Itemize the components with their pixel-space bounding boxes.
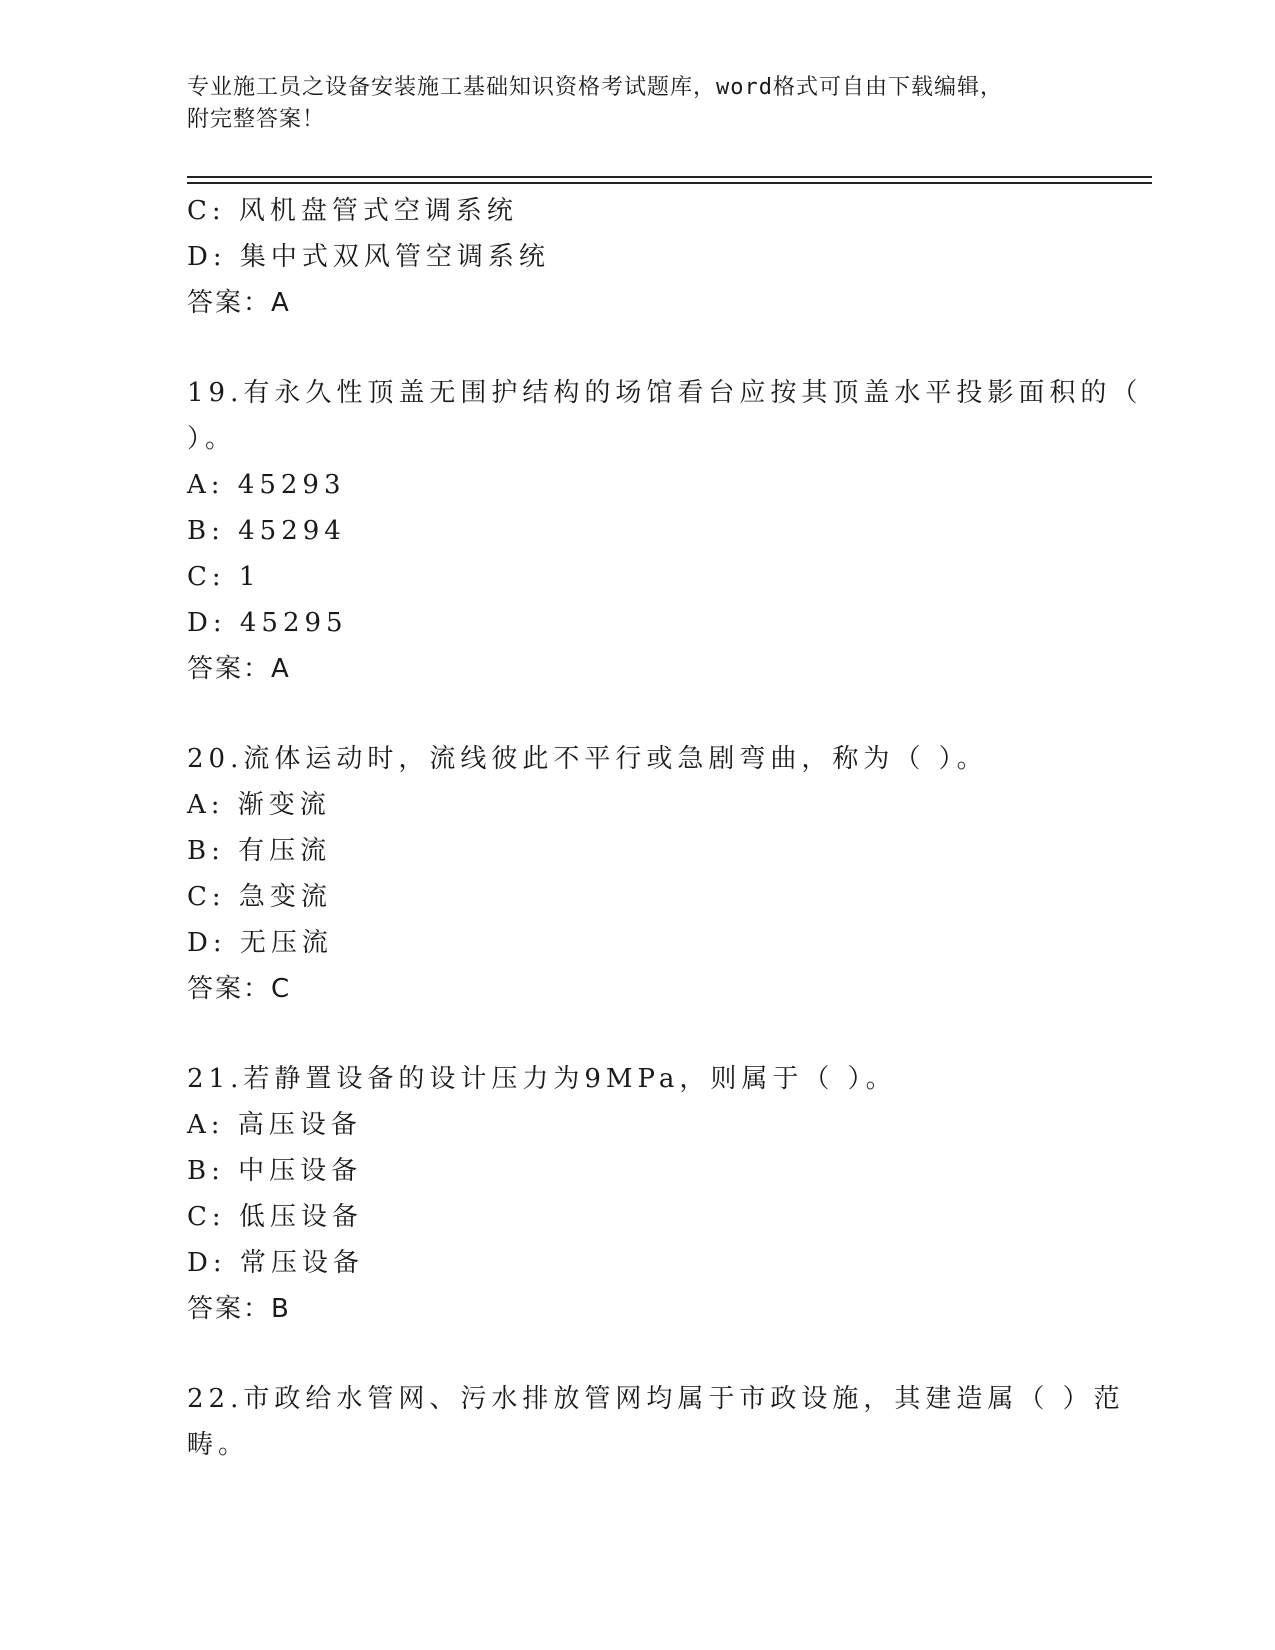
option-b: B: 中压设备 xyxy=(187,1156,363,1186)
question-21 xyxy=(187,1056,1087,1332)
option-b: B: 45294 xyxy=(187,516,346,546)
question-stem: 21.若静置设备的设计压力为9MPa，则属于（ ）。 xyxy=(187,1064,897,1094)
option-d: D: 集中式双风管空调系统 xyxy=(187,242,550,272)
option-c: C: 风机盘管式空调系统 xyxy=(187,196,518,226)
option-d: D: 无压流 xyxy=(187,928,333,958)
header-rule-bottom xyxy=(187,182,1152,184)
option-c: C: 低压设备 xyxy=(187,1202,363,1232)
answer-line: 答案：A xyxy=(187,654,291,684)
question-stem: 22.市政给水管网、污水排放管网均属于市政设施，其建造属（ ）范 xyxy=(187,1384,1125,1414)
header-line-2: 附完整答案！ xyxy=(187,107,326,132)
question-stem: 19.有永久性顶盖无围护结构的场馆看台应按其顶盖水平投影面积的（ xyxy=(187,378,1143,408)
question-18-continued xyxy=(187,188,1087,326)
answer-line: 答案：C xyxy=(187,974,292,1004)
option-c: C: 急变流 xyxy=(187,882,332,912)
answer-line: 答案：A xyxy=(187,288,291,318)
header-rule-top xyxy=(187,176,1152,178)
question-20 xyxy=(187,736,1087,1012)
document-header xyxy=(187,72,1067,136)
option-d: D: 45295 xyxy=(187,608,348,638)
question-stem-continued: ）。 xyxy=(187,424,237,454)
option-a: A: 45293 xyxy=(187,470,346,500)
question-stem: 20.流体运动时，流线彼此不平行或急剧弯曲，称为（ ）。 xyxy=(187,744,988,774)
question-list xyxy=(187,188,1143,1468)
option-a: A: 高压设备 xyxy=(187,1110,362,1140)
option-a: A: 渐变流 xyxy=(187,790,331,820)
question-22 xyxy=(187,1376,1125,1468)
question-19 xyxy=(187,370,1143,692)
option-d: D: 常压设备 xyxy=(187,1248,364,1278)
question-stem-continued: 畴。 xyxy=(187,1430,250,1460)
header-line-1: 专业施工员之设备安装施工基础知识资格考试题库，word格式可自由下载编辑， xyxy=(187,75,1003,100)
answer-line: 答案：B xyxy=(187,1294,291,1324)
option-c: C: 1 xyxy=(187,562,261,592)
option-b: B: 有压流 xyxy=(187,836,332,866)
